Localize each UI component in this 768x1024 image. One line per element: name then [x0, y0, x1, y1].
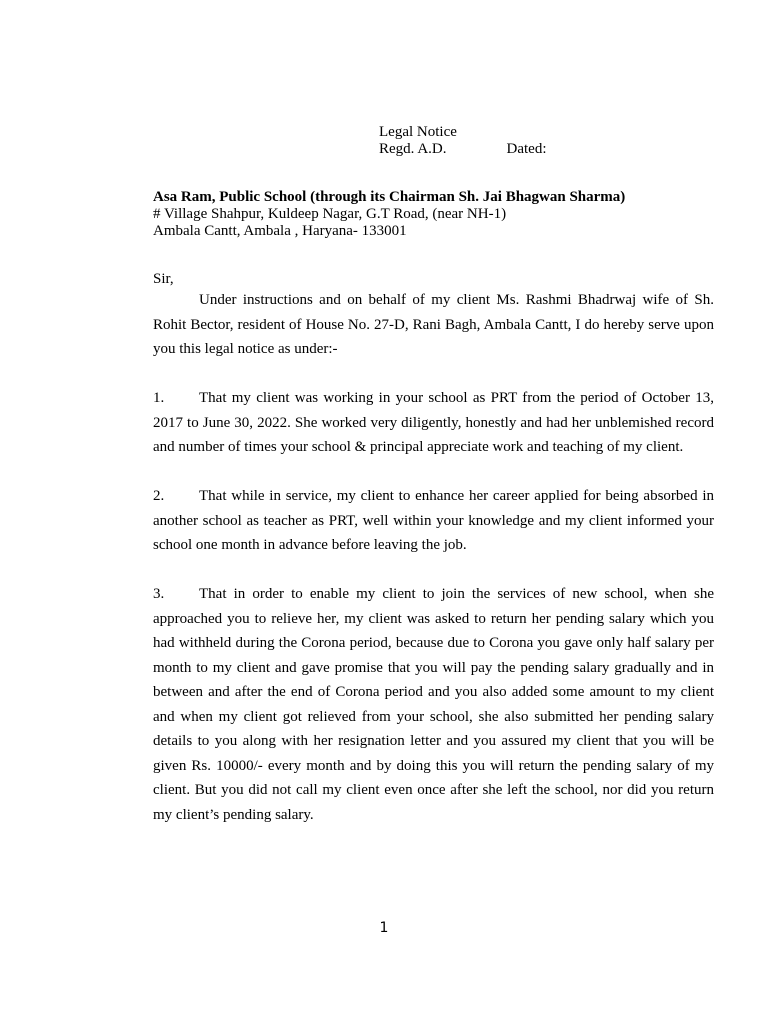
- notice-heading: [379, 124, 546, 158]
- addressee-block: [153, 189, 723, 240]
- paragraph-number: 2.: [153, 488, 165, 504]
- paragraph-number: 3.: [153, 586, 165, 602]
- addressee-name: Asa Ram, Public School (through its Chairman Sh. Jai Bhagwan Sharma): [153, 189, 626, 205]
- paragraph-number: 1.: [153, 390, 165, 406]
- notice-body: [153, 271, 714, 827]
- address-line-2: Ambala Cantt, Ambala , Haryana- 133001: [153, 223, 407, 239]
- paragraph-text: That in order to enable my client to join the services of new school, when she approached you to relieve her, my client was asked to return her pending salary which you had withheld during the Corona period, because due to Corona you gave only half salary per month to my client and gave promise that you will pay the pending salary gradually and in between and after the end of Corona period and you also added some amount to my client and when my client got relieved from your school, she also submitted her pending salary details to you along with her resignation letter and you assured my client that you will be given Rs. 10000/- every month and by doing this you will return the pending salary of my client. But you did not call my client even once after she left the school, nor did you return my client’s pending salary.: [153, 586, 714, 823]
- salutation: Sir,: [153, 271, 174, 287]
- regd-dated-line: [379, 141, 546, 158]
- dated-label: Dated:: [506, 141, 547, 157]
- address-line-1: # Village Shahpur, Kuldeep Nagar, G.T Road, (near NH-1): [153, 206, 507, 222]
- paragraph-text: That my client was working in your school as PRT from the period of October 13, 2017 to June 30, 2022. She worked very diligently, honestly and had her unblemished record and number of times your school & principal appreciate work and teaching of my client.: [153, 390, 714, 455]
- regd-ad: Regd. A.D.: [379, 141, 447, 157]
- paragraph-text: That while in service, my client to enhance her career applied for being absorbed in another school as teacher as PRT, well within your knowledge and my client informed your school one month in advance before leaving the job.: [153, 488, 714, 553]
- paragraph-2: [153, 484, 714, 558]
- notice-title: Legal Notice: [379, 124, 457, 140]
- paragraph-3: [153, 582, 714, 827]
- paragraph-1: [153, 386, 714, 460]
- page-number: 1: [379, 920, 389, 936]
- intro-paragraph: Under instructions and on behalf of my client Ms. Rashmi Bhadrwaj wife of Sh. Rohit Bector, resident of House No. 27-D, Rani Bagh, Ambala Cantt, I do hereby serve upon you this legal notice as under:-: [153, 292, 714, 357]
